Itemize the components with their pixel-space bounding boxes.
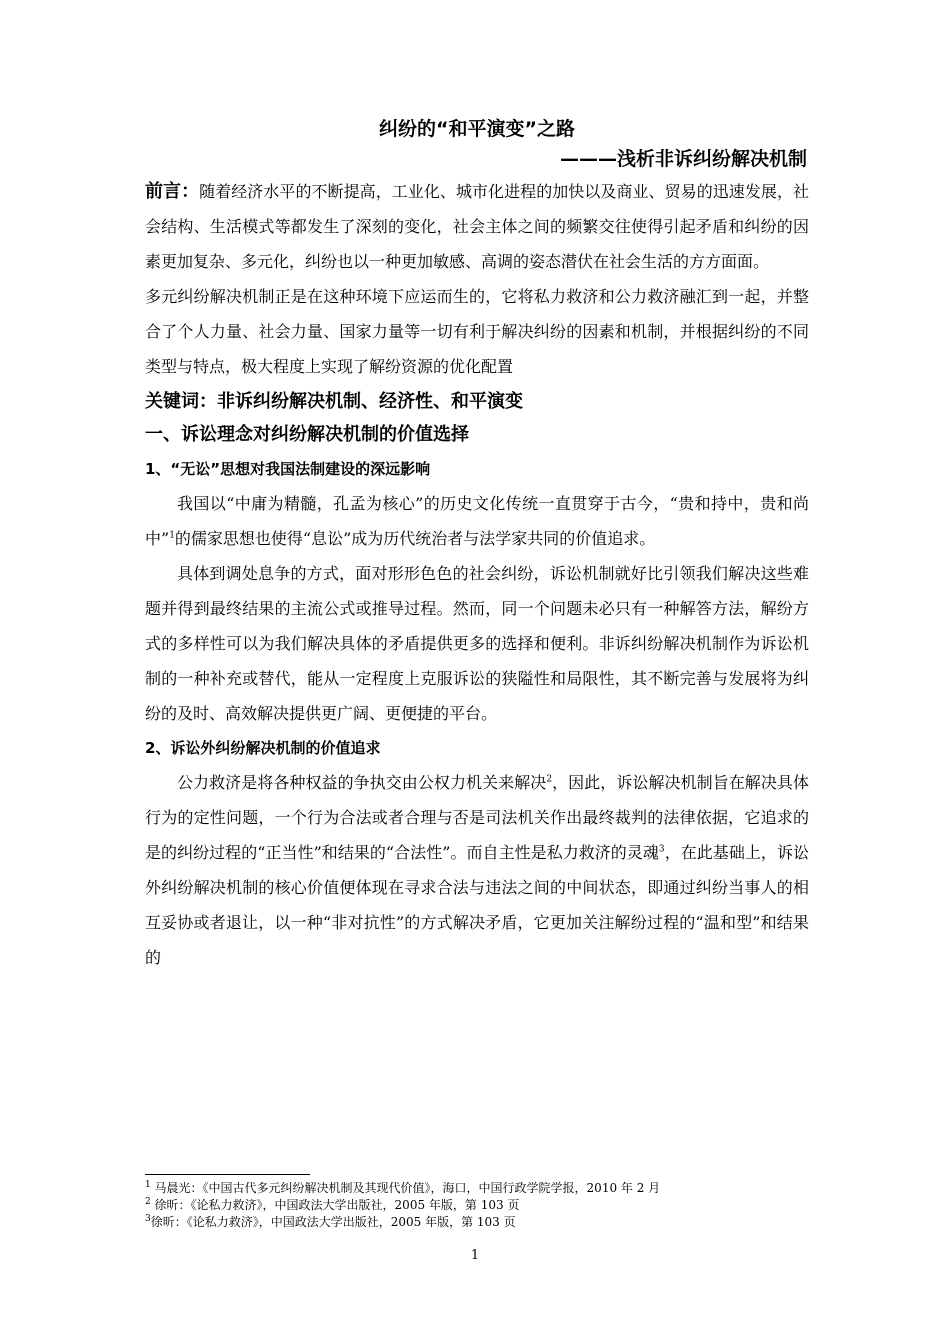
paragraph-text: 公力救济是将各种权益的争执交由公权力机关来解决 — [177, 773, 547, 792]
paragraph-text: ，在此基础上，诉讼外纠纷解决机制的核心价值便体现在寻求合法与违法之间的中间状态，即通过纠纷当事人的相互妥协或者退让，以一种“非对抗性”的方式解决矛盾，它更加关注解纷过程的“温和型”和结果的 — [145, 843, 809, 967]
subsection-heading-2: 2、诉讼外纠纷解决机制的价值追求 — [145, 739, 381, 757]
footnote-text: 马晨光：《中国古代多元纠纷解决机制及其现代价值》，海口，中国行政学院学报，2010 年 2 月 — [150, 1181, 661, 1195]
paragraph-mediation: 具体到调处息争的方式，面对形形色色的社会纠纷，诉讼机制就好比引领我们解决这些难题并得到最终结果的主流公式或推导过程。然而，同一个问题未必只有一种解答方法，解纷方式的多样性可以为我们解决具体的矛盾提供更多的选择和便利。非诉纠纷解决机制作为诉讼机制的一种补充或替代，能从一定程度上克服诉讼的狭隘性和局限性，其不断完善与发展将为纠纷的及时、高效解决提供更广阔、更便捷的平台。 — [145, 564, 809, 723]
document-title: 纠纷的“和平演变”之路 — [379, 118, 575, 140]
footnote-ref[interactable]: 1 — [169, 530, 175, 541]
paragraph-text: 的儒家思想也使得“息讼”成为历代统治者与法学家共同的价值追求。 — [174, 529, 656, 548]
footnote-text: 徐昕：《论私力救济》，中国政法大学出版社，2005 年版，第 103 页 — [150, 1198, 520, 1212]
footnote-mark: 3 — [145, 1214, 151, 1224]
footnote-text: 徐昕：《论私力救济》，中国政法大学出版社，2005 年版，第 103 页 — [150, 1215, 516, 1229]
footnote-item — [145, 1180, 809, 1197]
footnote-ref[interactable]: 2 — [546, 774, 553, 785]
footnotes — [145, 1180, 809, 1231]
page-content — [145, 114, 809, 975]
keywords: 关键词：非诉纠纷解决机制、经济性、和平演变 — [145, 391, 523, 412]
footnote-ref[interactable]: 3 — [658, 844, 665, 855]
paragraph-public-relief — [145, 765, 809, 975]
page-number: 1 — [470, 1248, 480, 1263]
footnote-item — [145, 1214, 809, 1231]
subsection-heading-1: 1、“无讼”思想对我国法制建设的深远影响 — [145, 460, 431, 478]
footnote-separator — [145, 1174, 310, 1175]
section-heading-1: 一、诉讼理念对纠纷解决机制的价值选择 — [145, 424, 469, 445]
footnote-mark: 2 — [145, 1197, 151, 1207]
preface-paragraph-2: 多元纠纷解决机制正是在这种环境下应运而生的，它将私力救济和公力救济融汇到一起，并整合了个人力量、社会力量、国家力量等一切有利于解决纠纷的因素和机制，并根据纠纷的不同类型与特点，极大程度上实现了解纷资源的优化配置 — [145, 287, 809, 376]
paragraph-wusong — [145, 486, 809, 556]
paragraph-text: 我国以“中庸为精髓，孔孟为核心”的历史文化传统一直贯穿于古今，“贵和持中，贵和尚中” — [145, 494, 809, 548]
preface-paragraph — [145, 174, 809, 279]
document-subtitle: ———浅析非诉纠纷解决机制 — [559, 148, 807, 170]
footnote-item — [145, 1197, 809, 1214]
preface-text: 随着经济水平的不断提高，工业化、城市化进程的加快以及商业、贸易的迅速发展，社会结构、生活模式等都发生了深刻的变化，社会主体之间的频繁交往使得引起矛盾和纠纷的因素更加复杂、多元化，纠纷也以一种更加敏感、高调的姿态潜伏在社会生活的方方面面。 — [145, 182, 809, 271]
footnote-mark: 1 — [145, 1180, 151, 1190]
paragraph-text: ，因此，诉讼解决机制旨在解决具体行为的定性问题，一个行为合法或者合理与否是司法机关作出最终裁判的法律依据，它追求的是的纠纷过程的“正当性”和结果的“合法性”。而自主性是私力救济的灵魂 — [145, 773, 809, 862]
preface-lead: 前言： — [145, 181, 200, 202]
